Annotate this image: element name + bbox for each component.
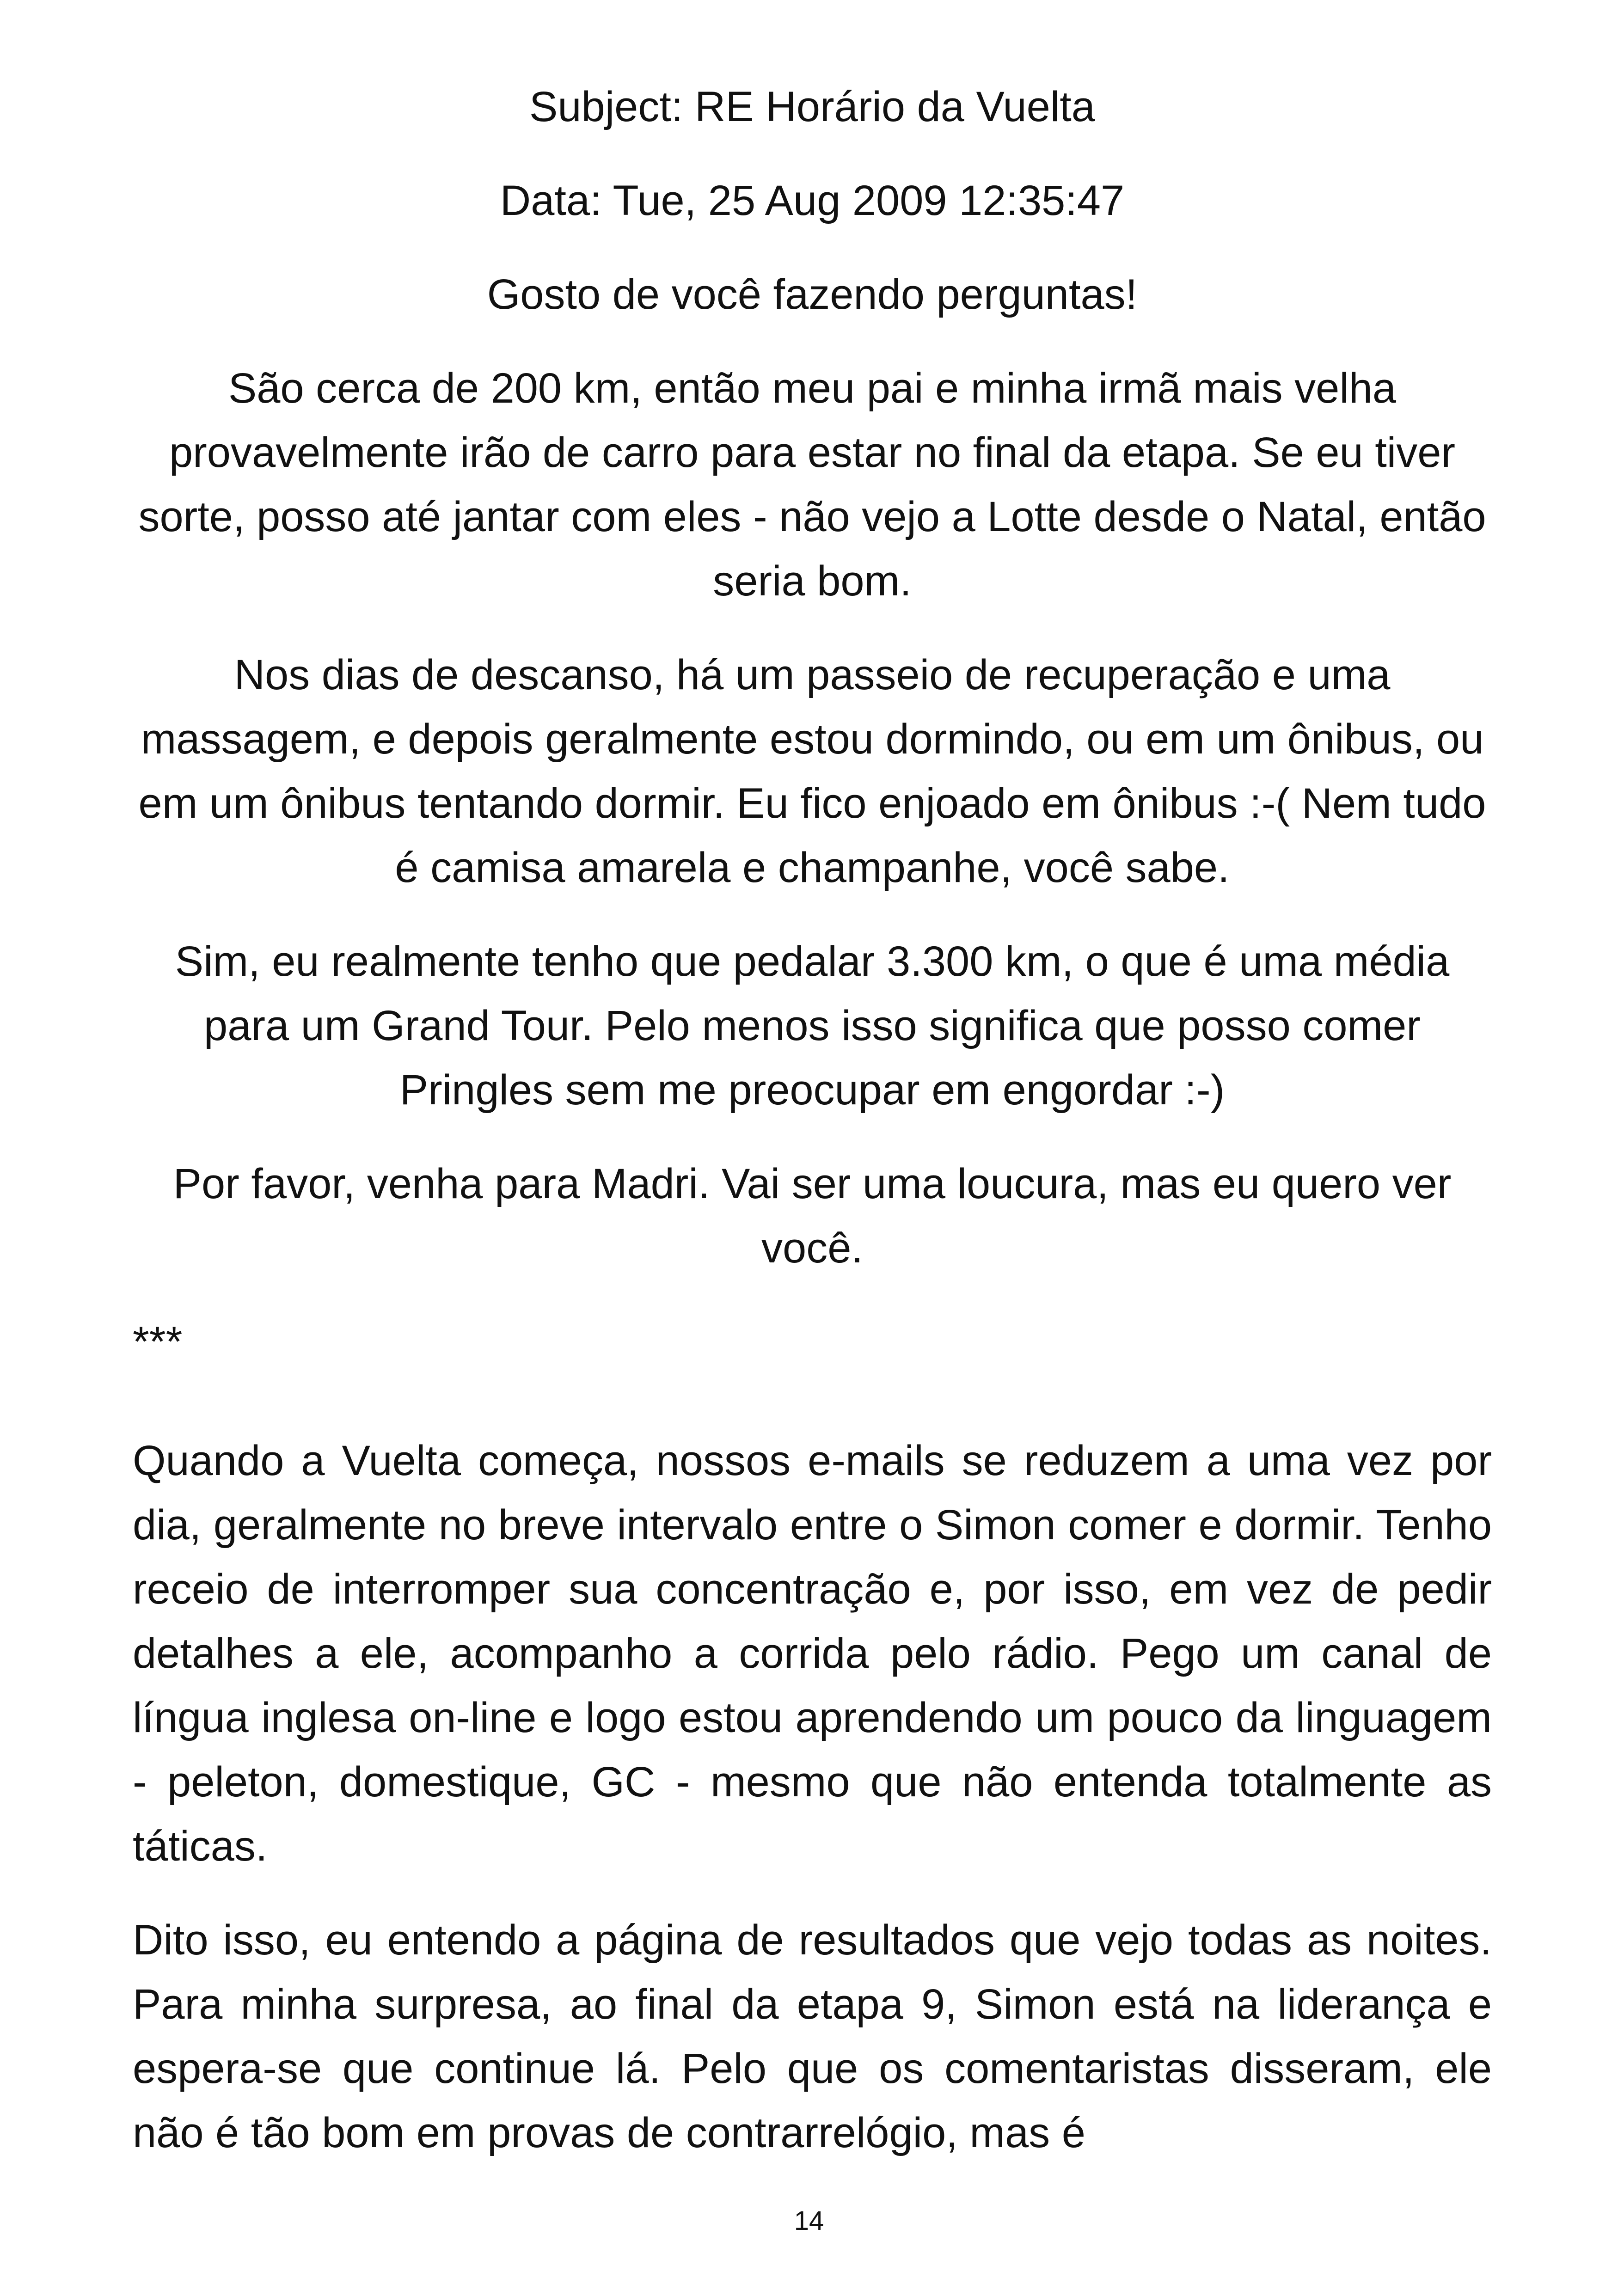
narrative-paragraph-1: Quando a Vuelta começa, nossos e-mails se reduzem a uma vez por dia, geralmente no breve intervalo entre o Simon comer e dormir. Tenho receio de interromper sua concentração e, por isso, em vez de pedir detalhes a ele, acompanho a corrida pelo rádio. Pego um canal de língua inglesa on-line e logo estou aprendendo um pouco da linguagem - peleton, domestique, GC - mesmo que não entenda totalmente as táticas. <box>133 1437 1492 1870</box>
email-paragraph-1: Gosto de você fazendo perguntas! <box>487 271 1138 318</box>
email-paragraph-3: Nos dias de descanso, há um passeio de recuperação e uma massagem, e depois geralmente estou dormindo, ou em um ônibus, ou em um ônibus tentando dormir. Eu fico enjoado em ônibus :-( Nem tudo é camisa amarela e champanhe, você sabe. <box>138 651 1486 891</box>
page-number: 14 <box>794 2206 824 2236</box>
email-paragraph-4: Sim, eu realmente tenho que pedalar 3.300 km, o que é uma média para um Grand Tour. Pelo menos isso significa que posso comer Pringles sem me preocupar em engordar :-) <box>175 938 1450 1114</box>
email-paragraph-2: São cerca de 200 km, então meu pai e minha irmã mais velha provavelmente irão de carro para estar no final da etapa. Se eu tiver sorte, posso até jantar com eles - não vejo a Lotte desde o Natal, então seria bom. <box>138 365 1486 605</box>
section-separator: *** <box>133 1318 183 1365</box>
narrative-paragraph-2: Dito isso, eu entendo a página de resultados que vejo todas as noites. Para minha surpresa, ao final da etapa 9, Simon está na liderança e espera-se que continue lá. Pelo que os comentaristas disseram, ele não é tão bom em provas de contrarrelógio, mas é <box>133 1916 1492 2156</box>
email-paragraph-5: Por favor, venha para Madri. Vai ser uma loucura, mas eu quero ver você. <box>173 1160 1452 1272</box>
page-content <box>133 69 1492 2165</box>
email-date: Data: Tue, 25 Aug 2009 12:35:47 <box>500 177 1125 224</box>
email-subject: Subject: RE Horário da Vuelta <box>529 83 1095 130</box>
